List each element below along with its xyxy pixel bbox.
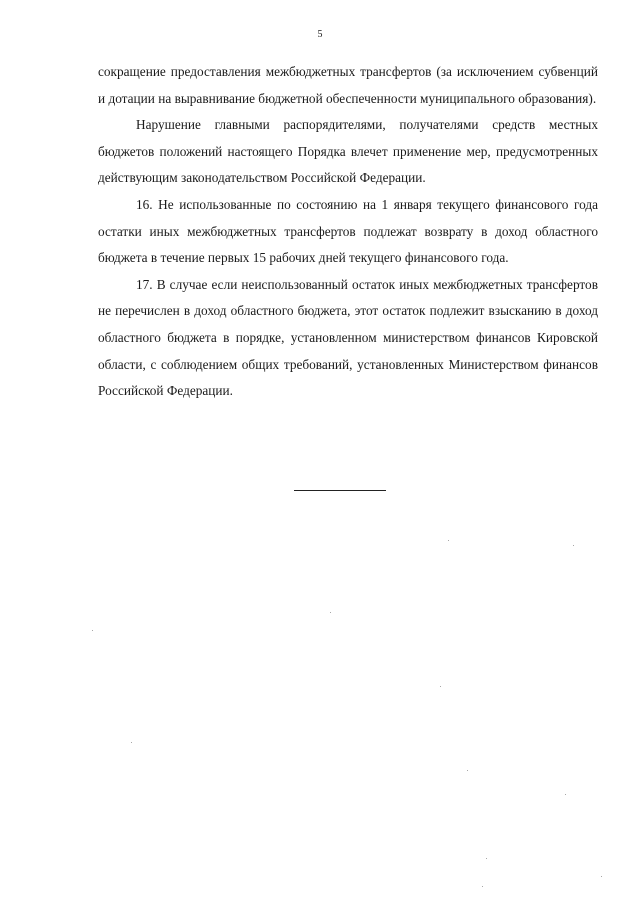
end-separator-line xyxy=(294,490,386,491)
scan-speck xyxy=(440,686,441,687)
scan-speck xyxy=(573,545,574,546)
page-number: 5 xyxy=(317,29,323,40)
document-body xyxy=(98,59,598,405)
paragraph-violation: Нарушение главными распорядителями, получателями средств местных бюджетов положений настоящего Порядка влечет применение мер, предусмотренных действующим законодательством Российской Федерации. xyxy=(98,117,598,186)
scan-speck xyxy=(467,770,468,771)
scan-speck xyxy=(448,540,449,541)
paragraph-continuation: сокращение предоставления межбюджетных трансфертов (за исключением субвенций и дотации на выравнивание бюджетной обеспеченности муниципального образования). xyxy=(98,64,598,106)
scan-speck xyxy=(330,612,331,613)
paragraph-item-17: 17. В случае если неиспользованный остаток иных межбюджетных трансфертов не перечислен в доход областного бюджета, этот остаток подлежит взысканию в доход областного бюджета в порядке, установленном министерством финансов Кировской области, с соблюдением общих требований, установленных Министерством финансов Российской Федерации. xyxy=(98,276,598,399)
scan-speck xyxy=(482,886,483,887)
scan-speck xyxy=(486,858,487,859)
scan-speck xyxy=(601,876,602,877)
paragraph-item-16: 16. Не использованные по состоянию на 1 января текущего финансового года остатки иных межбюджетных трансфертов подлежат возврату в доход областного бюджета в течение первых 15 рабочих дней текущего финансового года. xyxy=(98,196,598,266)
scan-speck xyxy=(565,794,566,795)
scan-speck xyxy=(92,630,93,631)
scan-speck xyxy=(131,742,132,743)
